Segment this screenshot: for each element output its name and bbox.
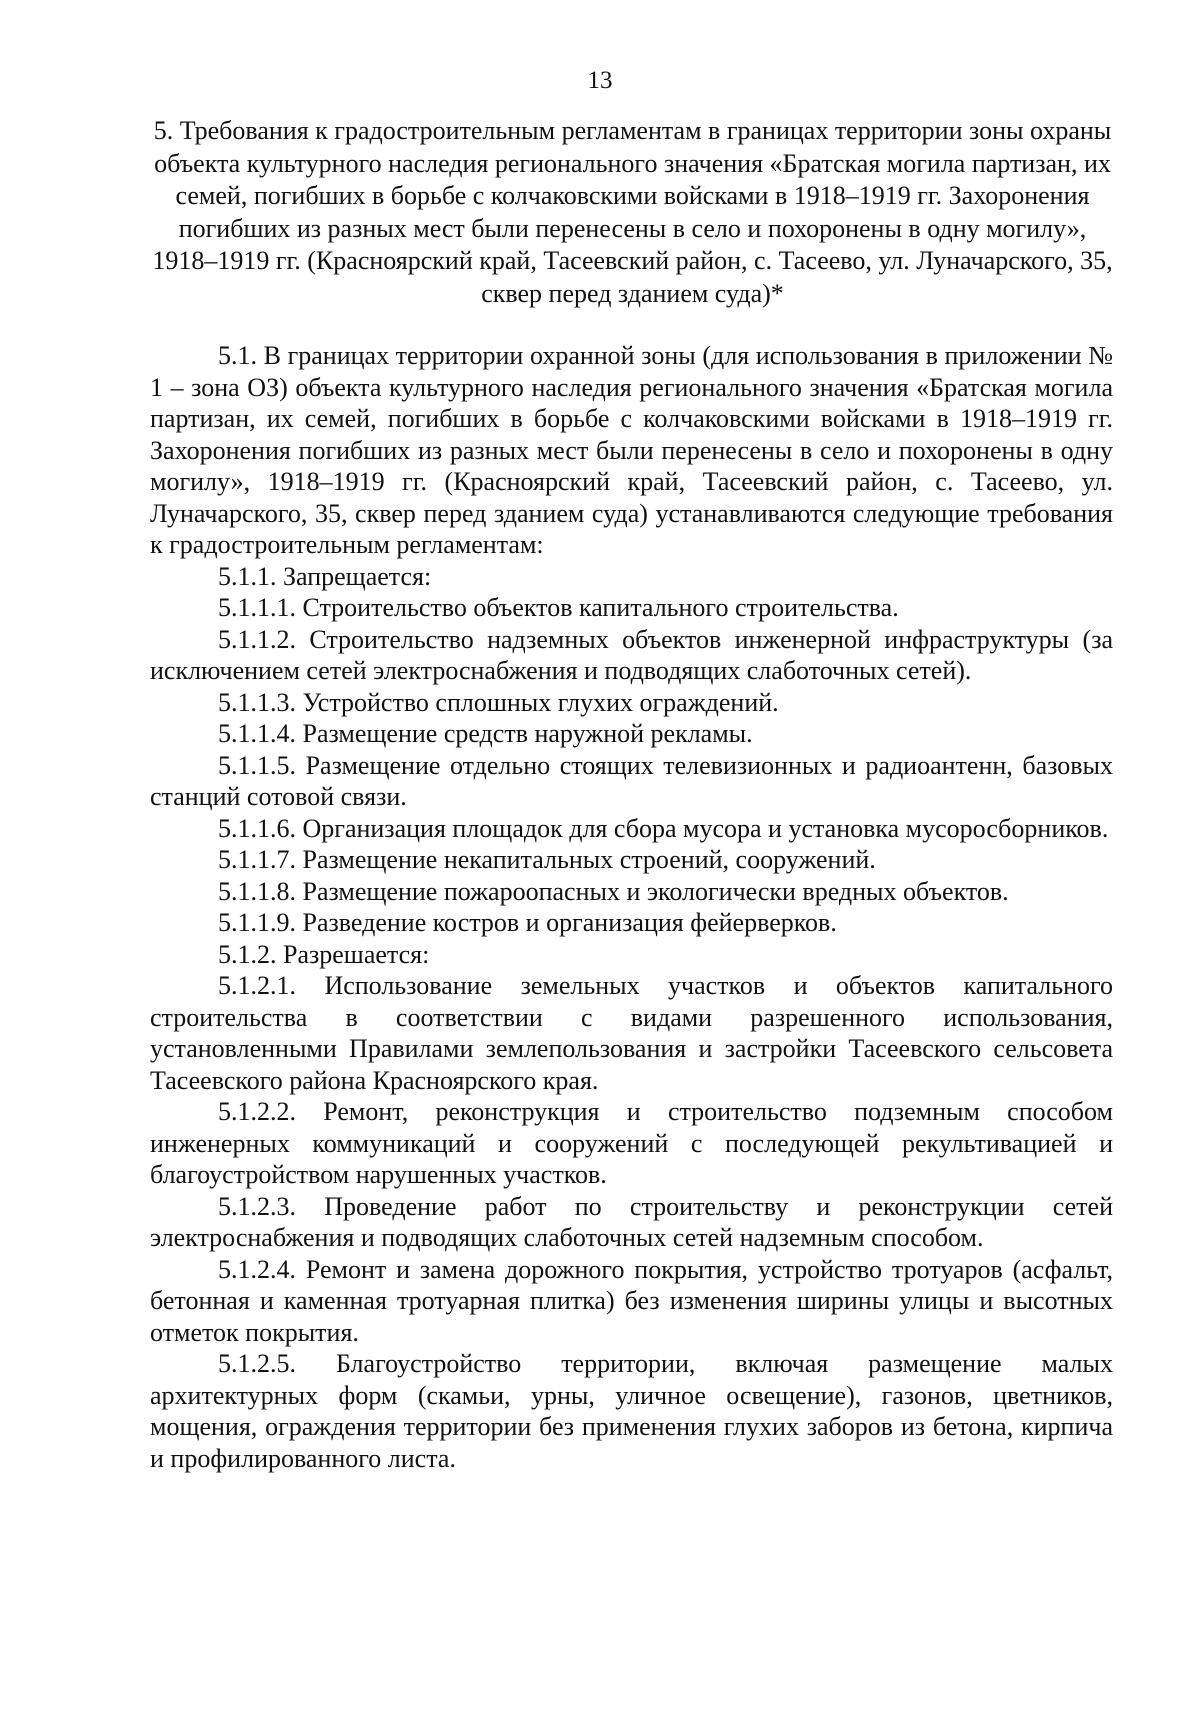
paragraph-5-1-1-9: 5.1.1.9. Разведение костров и организация фейерверков. — [218, 908, 837, 937]
paragraph-5-1-1-7: 5.1.1.7. Размещение некапитальных строений, сооружений. — [218, 845, 876, 874]
paragraph-5-1-1: 5.1.1. Запрещается: — [218, 561, 432, 591]
paragraph-5-1-2-5: 5.1.2.5. Благоустройство территории, включая размещение малых архитектурных форм (скамьи, урны, уличное освещение), газонов, цветников, мощения, ограждения территории без применения глухих заборов из бетона, кирпича и профилированного листа. — [150, 1349, 1113, 1473]
paragraph-5-1-2-4: 5.1.2.4. Ремонт и замена дорожного покрытия, устройство тротуаров (асфальт, бетонная и каменная тротуарная плитка) без изменения ширины улицы и высотных отметок покрытия. — [150, 1254, 1113, 1347]
paragraph-5-1-1-5: 5.1.1.5. Размещение отдельно стоящих телевизионных и радиоантенн, базовых станций сотовой связи. — [150, 750, 1113, 811]
paragraph-5-1-2: 5.1.2. Разрешается: — [218, 939, 430, 969]
paragraph-5-1-1-8: 5.1.1.8. Размещение пожароопасных и экологически вредных объектов. — [218, 876, 1009, 906]
paragraph-5-1-2-1: 5.1.2.1. Использование земельных участков и объектов капитального строительства в соответствии с видами разрешенного использования, установленными Правилами землепользования и застройки Тасеевского сельсовета Тасеевского района Красноярского края. — [150, 971, 1113, 1095]
paragraph-5-1-1-1: 5.1.1.1. Строительство объектов капитального строительства. — [218, 593, 899, 622]
section-body — [150, 340, 1113, 1474]
section-heading: 5. Требования к градостроительным регламентам в границах территории зоны охраны объекта культурного наследия регионального значения «Братская могила партизан, их семей, погибших в борьбе с колчаковскими войсками в 1918–1919 гг. Захоронения погибших из разных мест были перенесены в село и похоронены в одну могилу», 1918–1919 гг. (Красноярский край, Тасеевский район, с. Тасеево, ул. Луначарского, 35, сквер перед зданием суда)* — [152, 116, 1113, 308]
paragraph-5-1-1-6: 5.1.1.6. Организация площадок для сбора мусора и установка мусоросборников. — [218, 813, 1109, 843]
paragraph-5-1-2-2: 5.1.2.2. Ремонт, реконструкция и строительство подземным способом инженерных коммуникаций и сооружений с последующей рекультивацией и благоустройством нарушенных участков. — [150, 1097, 1113, 1189]
paragraph-5-1-1-4: 5.1.1.4. Размещение средств наружной рекламы. — [218, 719, 753, 748]
paragraph-5-1-2-3: 5.1.2.3. Проведение работ по строительству и реконструкции сетей электроснабжения и подводящих слаботочных сетей надземным способом. — [150, 1191, 1113, 1252]
paragraph-5-1-1-3: 5.1.1.3. Устройство сплошных глухих ограждений. — [218, 687, 779, 717]
page-number: 13 — [587, 67, 613, 94]
paragraph-5-1: 5.1. В границах территории охранной зоны (для использования в приложении № 1 – зона ОЗ) объекта культурного наследия регионального значения «Братская могила партизан, их семей, погибших в борьбе с колчаковскими войсками в 1918–1919 гг. Захоронения погибших из разных мест были перенесены в село и похоронены в одну могилу», 1918–1919 гг. (Красноярский край, Тасеевский район, с. Тасеево, ул. Луначарского, 35, сквер перед зданием суда) устанавливаются следующие требования к градостроительным регламентам: — [150, 341, 1113, 559]
paragraph-5-1-1-2: 5.1.1.2. Строительство надземных объектов инженерной инфраструктуры (за исключением сетей электроснабжения и подводящих слаботочных сетей). — [150, 624, 1113, 685]
